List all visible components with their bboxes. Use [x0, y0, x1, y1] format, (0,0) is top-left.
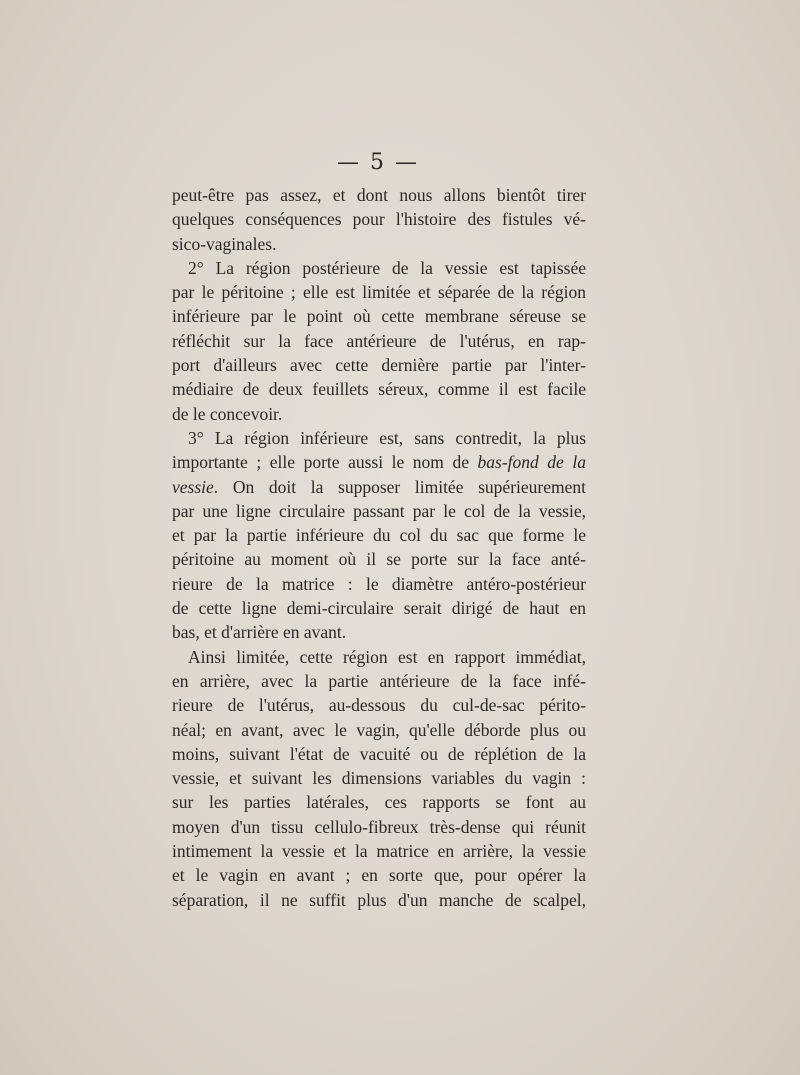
text-line: [172, 839, 586, 863]
text-line: [172, 450, 586, 474]
text-line: [172, 280, 586, 304]
text-line: [172, 232, 586, 256]
text-line-content: intimement la vessie et la matrice en arrière, la vessie: [172, 841, 586, 862]
text-line-content: et le vagin en avant ; en sorte que, pour opérer la: [172, 865, 586, 886]
text-line: [172, 693, 586, 717]
text-line-content: de cette ligne demi-circulaire serait dirigé de haut en: [172, 598, 586, 619]
text-line-content: importante ; elle porte aussi le nom de: [172, 452, 478, 473]
text-line: [172, 183, 586, 207]
text-line-content: rieure de l'utérus, au-dessous du cul-de-sac périto-: [172, 695, 586, 716]
text-line-content: sico-vaginales.: [172, 233, 277, 254]
text-line: [172, 256, 586, 280]
text-line: [172, 790, 586, 814]
text-line-content: néal; en avant, avec le vagin, qu'elle déborde plus ou: [172, 719, 586, 740]
text-line-content: peut-être pas assez, et dont nous allons bientôt tirer: [172, 185, 586, 205]
text-line: [172, 499, 586, 523]
text-line-content: par une ligne circulaire passant par le col de la vessie,: [172, 500, 586, 521]
text-line-content: quelques conséquences pour l'histoire des fistules vé-: [172, 209, 586, 230]
text-line-content: . On doit la supposer limitée supérieurement: [213, 476, 586, 497]
text-line-content: séparation, il ne suffit plus d'un manche de scalpel,: [172, 889, 586, 910]
text-line: [172, 207, 586, 231]
text-line: [172, 475, 586, 499]
text-line: [172, 377, 586, 401]
text-line: [172, 620, 586, 644]
text-line: [172, 353, 586, 377]
text-line-content: 3° La région inférieure est, sans contredit, la plus: [188, 427, 586, 448]
text-line: [172, 304, 586, 328]
text-line: [172, 572, 586, 596]
body-text: [172, 183, 586, 912]
text-line-content: rieure de la matrice : le diamètre antéro-postérieur: [172, 573, 586, 594]
text-line: [172, 766, 586, 790]
text-line: [172, 523, 586, 547]
text-line: [172, 863, 586, 887]
text-line: [172, 888, 586, 912]
text-line-content: en arrière, avec la partie antérieure de la face infé-: [172, 670, 586, 691]
text-line-content: vessie, et suivant les dimensions variables du vagin :: [172, 768, 586, 789]
text-line-content: et par la partie inférieure du col du sac que forme le: [172, 525, 586, 546]
text-line-content: sur les parties latérales, ces rapports se font au: [172, 792, 586, 813]
page-number: — 5 —: [337, 150, 419, 175]
text-line-content: de le concevoir.: [172, 403, 283, 424]
text-line-content: moins, suivant l'état de vacuité ou de réplétion de la: [172, 743, 586, 764]
text-line: [172, 669, 586, 693]
text-line-content: péritoine au moment où il se porte sur la face anté-: [172, 549, 586, 570]
italic-text: bas-fond de la: [477, 452, 586, 473]
text-line-content: port d'ailleurs avec cette dernière partie par l'inter-: [172, 355, 586, 376]
text-line: [172, 329, 586, 353]
text-line-content: médiaire de deux feuillets séreux, comme il est facile: [172, 379, 586, 400]
text-line-content: Ainsi limitée, cette région est en rapport immédiat,: [188, 646, 586, 667]
text-line: [172, 742, 586, 766]
text-line: [172, 718, 586, 742]
text-line: [172, 815, 586, 839]
text-line: [172, 547, 586, 571]
text-line: [172, 426, 586, 450]
text-line: [172, 596, 586, 620]
text-line: [172, 402, 586, 426]
text-line-content: réfléchit sur la face antérieure de l'utérus, en rap-: [172, 330, 586, 351]
text-line-content: par le péritoine ; elle est limitée et séparée de la région: [172, 282, 586, 303]
text-line-content: moyen d'un tissu cellulo-fibreux très-dense qui réunit: [172, 816, 586, 837]
text-line-content: bas, et d'arrière en avant.: [172, 622, 347, 643]
text-line-content: 2° La région postérieure de la vessie est tapissée: [188, 257, 586, 278]
italic-text: vessie: [172, 476, 214, 497]
text-line: [172, 645, 586, 669]
text-line-content: inférieure par le point où cette membrane séreuse se: [172, 306, 586, 327]
